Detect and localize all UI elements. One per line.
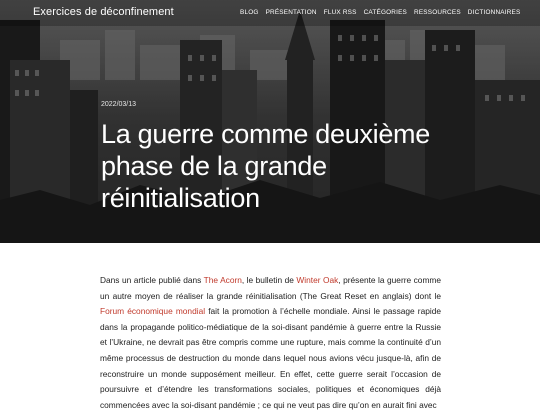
text-segment: , présente la guerre comme un autre moyen de réaliser la grande réinitialisation (The Great Reset en anglais) dont le [100, 275, 441, 301]
link-forum-economique-mondial[interactable]: Forum économique mondial [100, 306, 206, 317]
site-title[interactable]: Exercices de déconfinement [33, 6, 174, 18]
article-body [100, 273, 441, 413]
nav-item-rss[interactable]: FLUX RSS [323, 9, 357, 16]
nav-item-categories[interactable]: CATÉGORIES [363, 9, 408, 16]
text-segment: , le bulletin de [241, 275, 297, 285]
article-paragraph [100, 273, 441, 413]
nav-item-dictionaries[interactable]: DICTIONNAIRES [467, 9, 521, 16]
main-nav [240, 9, 520, 16]
text-segment: fait la promotion à l’échelle mondiale. Ainsi le passage rapide dans la propagande politico-médiatique de la soi-disant pandémie à guerre entre la Russie et l’Ukraine, ne devrait pas être compris comme une rupture, mais comme la continuité d’un même processus de destruction du monde dans lequel nous avions vécu jusque-là, afin de reconstruire un monde supposément meilleur. En effet, cette guerre serait l’occasion de poursuivre et d’étendre les transformations sociales, politiques et économiques déjà commencées avec la soi-disant pandémie ; ce qui ne veut pas dire qu’on en aurait fini avec [100, 306, 441, 410]
nav-item-presentation[interactable]: PRÉSENTATION [265, 9, 317, 16]
post-date: 2022/03/13 [101, 101, 137, 108]
text-segment: Dans un article publié dans [100, 275, 204, 285]
link-winter-oak[interactable]: Winter Oak [296, 275, 339, 285]
nav-item-resources[interactable]: RESSOURCES [414, 9, 461, 16]
post-title: La guerre comme deuxième phase de la grande réinitialisation [101, 119, 430, 213]
link-the-acorn[interactable]: The Acorn [203, 275, 242, 285]
nav-item-blog[interactable]: BLOG [240, 9, 259, 16]
